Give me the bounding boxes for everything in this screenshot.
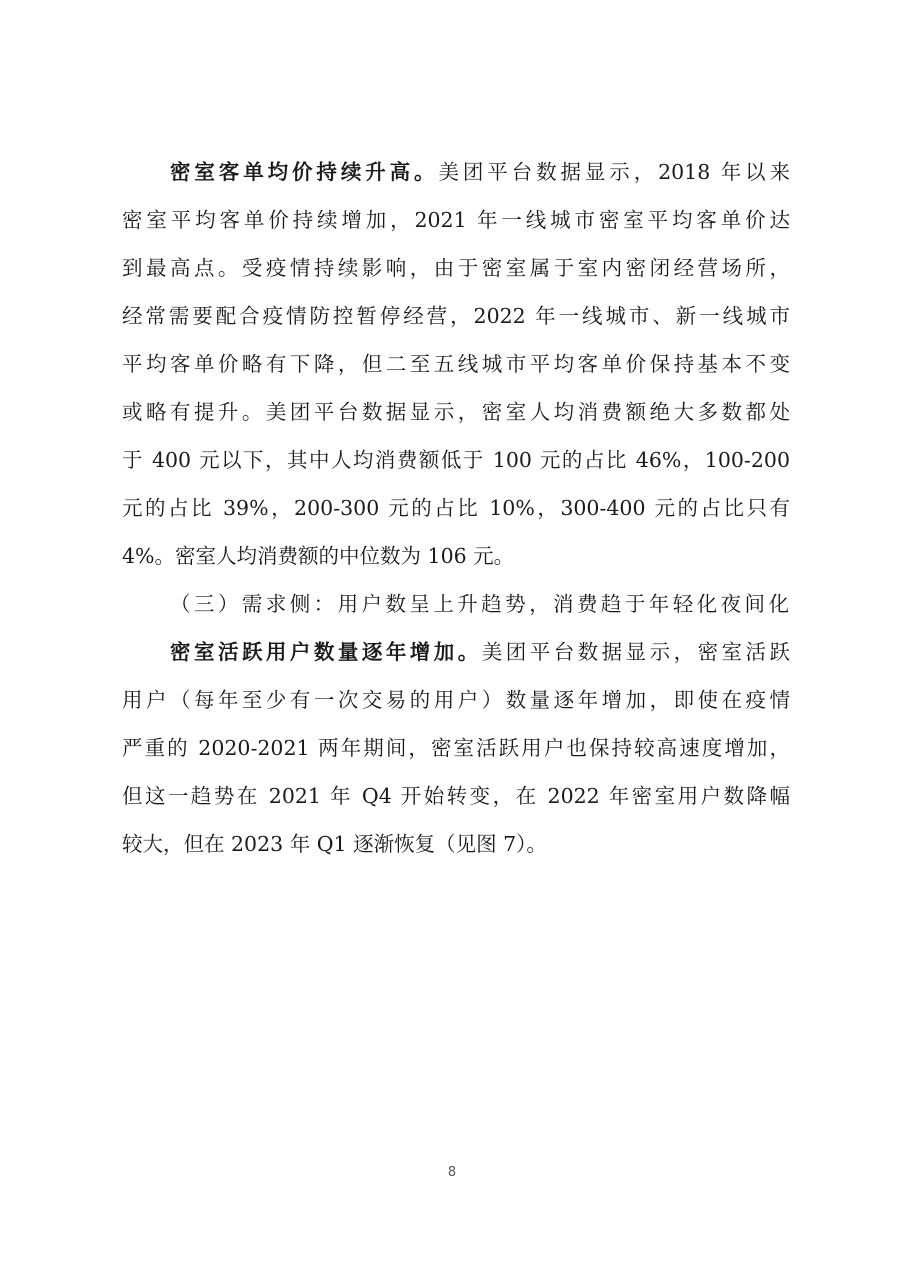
paragraph-lead: 密室活跃用户数量逐年增加。 — [170, 640, 482, 664]
paragraph-line: 元的占比 39%，200-300 元的占比 10%，300-400 元的占比只有 — [122, 496, 790, 520]
page-number: 8 — [447, 1165, 457, 1180]
paragraph-line — [122, 632, 790, 672]
paragraph-line: 4%。密室人均消费额的中位数为 106 元。 — [122, 544, 515, 568]
paragraph-line: 用户（每年至少有一次交易的用户）数量逐年增加，即使在疫情 — [122, 688, 790, 712]
paragraph-line: 较大，但在 2023 年 Q1 逐渐恢复（见图 7）。 — [122, 832, 547, 856]
paragraph-text: 美团平台数据显示，2018 年以来 — [438, 160, 790, 184]
paragraph-line — [122, 152, 790, 192]
paragraph-line: 平均客单价略有下降，但二至五线城市平均客单价保持基本不变 — [122, 352, 790, 376]
paragraph-line: 严重的 2020-2021 两年期间，密室活跃用户也保持较高速度增加， — [122, 736, 790, 760]
paragraph-line: 经常需要配合疫情防控暂停经营，2022 年一线城市、新一线城市 — [122, 304, 790, 328]
paragraph-line: 或略有提升。美团平台数据显示，密室人均消费额绝大多数都处 — [122, 400, 790, 424]
paragraph-lead: 密室客单均价持续升高。 — [170, 160, 439, 184]
paragraph-line: 到最高点。受疫情持续影响，由于密室属于室内密闭经营场所， — [122, 256, 790, 280]
paragraph-line: 但这一趋势在 2021 年 Q4 开始转变，在 2022 年密室用户数降幅 — [122, 784, 790, 808]
paragraph-line: 于 400 元以下，其中人均消费额低于 100 元的占比 46%，100-200 — [122, 448, 790, 472]
section-heading: （三）需求侧：用户数呈上升趋势，消费趋于年轻化夜间化 — [170, 592, 790, 616]
paragraph-line: 密室平均客单价持续增加，2021 年一线城市密室平均客单价达 — [122, 208, 790, 232]
paragraph-text: 美团平台数据显示，密室活跃 — [481, 640, 790, 664]
